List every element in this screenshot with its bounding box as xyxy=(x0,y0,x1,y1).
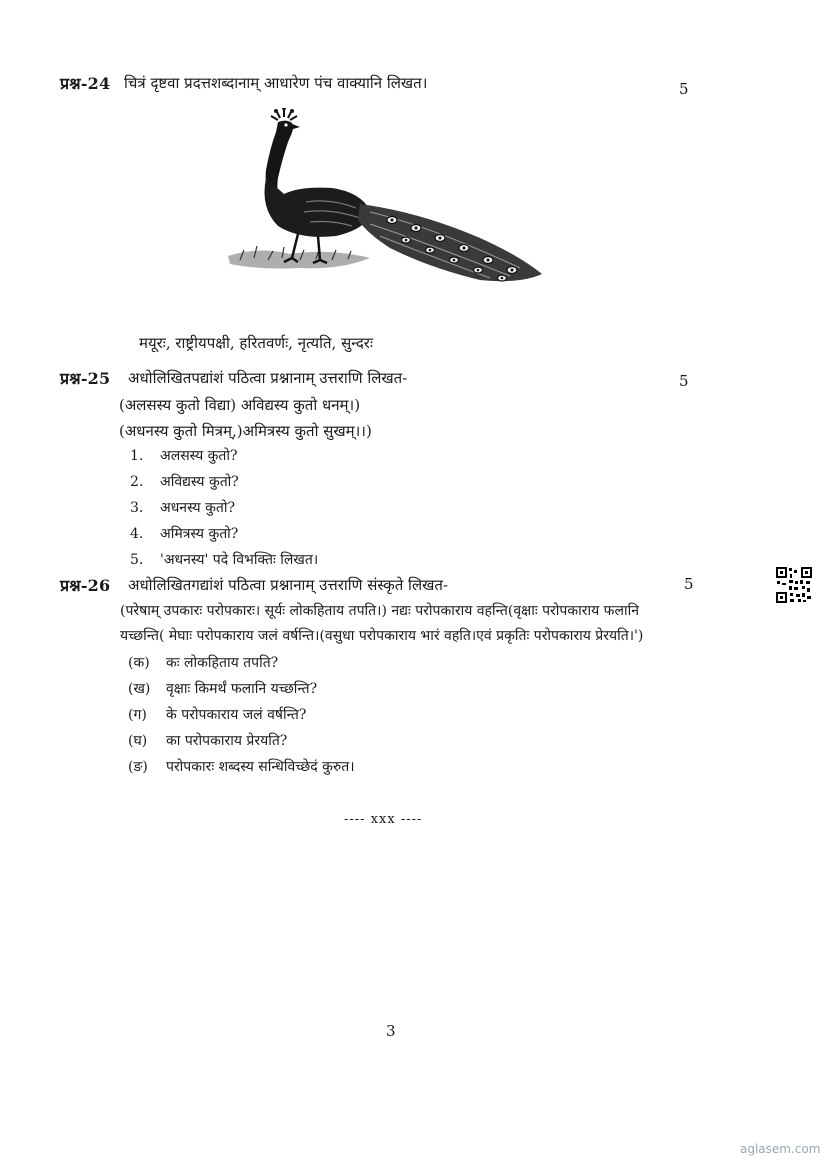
q26-item xyxy=(128,679,317,698)
q25-item-text: अविद्यस्य कुतो? xyxy=(160,474,239,490)
q24-text: चित्रं दृष्टवा प्रदत्तशब्दानाम् आधारेण पंच वाक्यानि लिखत। xyxy=(124,74,428,92)
q26-item xyxy=(128,653,278,672)
q25-verse-line-2: (अधनस्य कुतो मित्रम्,)अमित्रस्य कुतो सुखम्।।) xyxy=(119,422,372,440)
q26-item-number: (क) xyxy=(128,655,150,671)
q26-item xyxy=(128,705,306,724)
q25-item xyxy=(130,498,235,517)
site-watermark: aglasem.com xyxy=(740,1142,821,1156)
q26-item-text: परोपकारः शब्दस्य सन्धिविच्छेदं कुरुत। xyxy=(166,759,355,775)
q24-marks: 5 xyxy=(679,80,689,98)
q25-item xyxy=(130,550,318,569)
q26-item-text: के परोपकाराय जलं वर्षन्ति? xyxy=(166,707,307,723)
page-number: 3 xyxy=(386,1022,396,1040)
q26-label: प्रश्न-26 xyxy=(60,576,111,595)
q25-marks: 5 xyxy=(679,372,689,390)
q26-item-number: (घ) xyxy=(128,733,148,749)
q25-text: अधोलिखितपद्यांशं पठित्वा प्रश्नानाम् उत्तराणि लिखत- xyxy=(128,369,408,387)
q26-item xyxy=(128,731,287,750)
qr-code-icon xyxy=(775,566,813,604)
q25-item-number: 3. xyxy=(130,500,144,516)
q25-item-number: 2. xyxy=(130,474,144,490)
q25-item xyxy=(130,472,239,491)
q25-item xyxy=(130,446,238,465)
q25-item-text: अधनस्य कुतो? xyxy=(160,500,235,516)
q24-label: प्रश्न-24 xyxy=(60,74,111,93)
q26-item xyxy=(128,757,355,776)
q25-item-number: 5. xyxy=(130,552,144,568)
q25-item-text: 'अधनस्य' पदे विभक्तिः लिखत। xyxy=(160,552,319,568)
q25-label: प्रश्न-25 xyxy=(60,369,111,388)
q26-item-text: का परोपकाराय प्रेरयति? xyxy=(166,733,288,749)
q26-marks: 5 xyxy=(684,575,694,593)
q26-passage-line-2: यच्छन्ति( मेघाः परोपकाराय जलं वर्षन्ति।(वसुधा परोपकाराय भारं वहति।एवं प्रकृतिः परोपकाराय प्रेरयति।') xyxy=(120,628,644,644)
q25-item-number: 4. xyxy=(130,526,144,542)
end-of-paper-mark: ---- xxx ---- xyxy=(344,812,423,827)
q25-item-number: 1. xyxy=(130,448,144,464)
q25-verse-line-1: (अलसस्य कुतो विद्या) अविद्यस्य कुतो धनम्।) xyxy=(119,396,361,414)
q25-item-text: अलसस्य कुतो? xyxy=(160,448,238,464)
q26-passage-line-1: (परेषाम् उपकारः परोपकारः। सूर्यः लोकहिताय तपति।) नद्यः परोपकाराय वहन्ति(वृक्षाः परोपकाराय फलानि xyxy=(120,603,639,619)
q24-word-hints: मयूरः, राष्ट्रीयपक्षी, हरितवर्णः, नृत्यति, सुन्दरः xyxy=(139,334,373,352)
peacock-image xyxy=(220,108,550,293)
q26-item-text: कः लोकहिताय तपति? xyxy=(166,655,279,671)
q25-item-text: अमित्रस्य कुतो? xyxy=(160,526,239,542)
q26-item-text: वृक्षाः किमर्थं फलानि यच्छन्ति? xyxy=(166,681,318,697)
q26-item-number: (ख) xyxy=(128,681,151,697)
q26-text: अधोलिखितगद्यांशं पठित्वा प्रश्नानाम् उत्तराणि संस्कृते लिखत- xyxy=(128,576,449,594)
q25-item xyxy=(130,524,238,543)
q26-item-number: (ङ) xyxy=(128,759,148,775)
q26-item-number: (ग) xyxy=(128,707,147,723)
